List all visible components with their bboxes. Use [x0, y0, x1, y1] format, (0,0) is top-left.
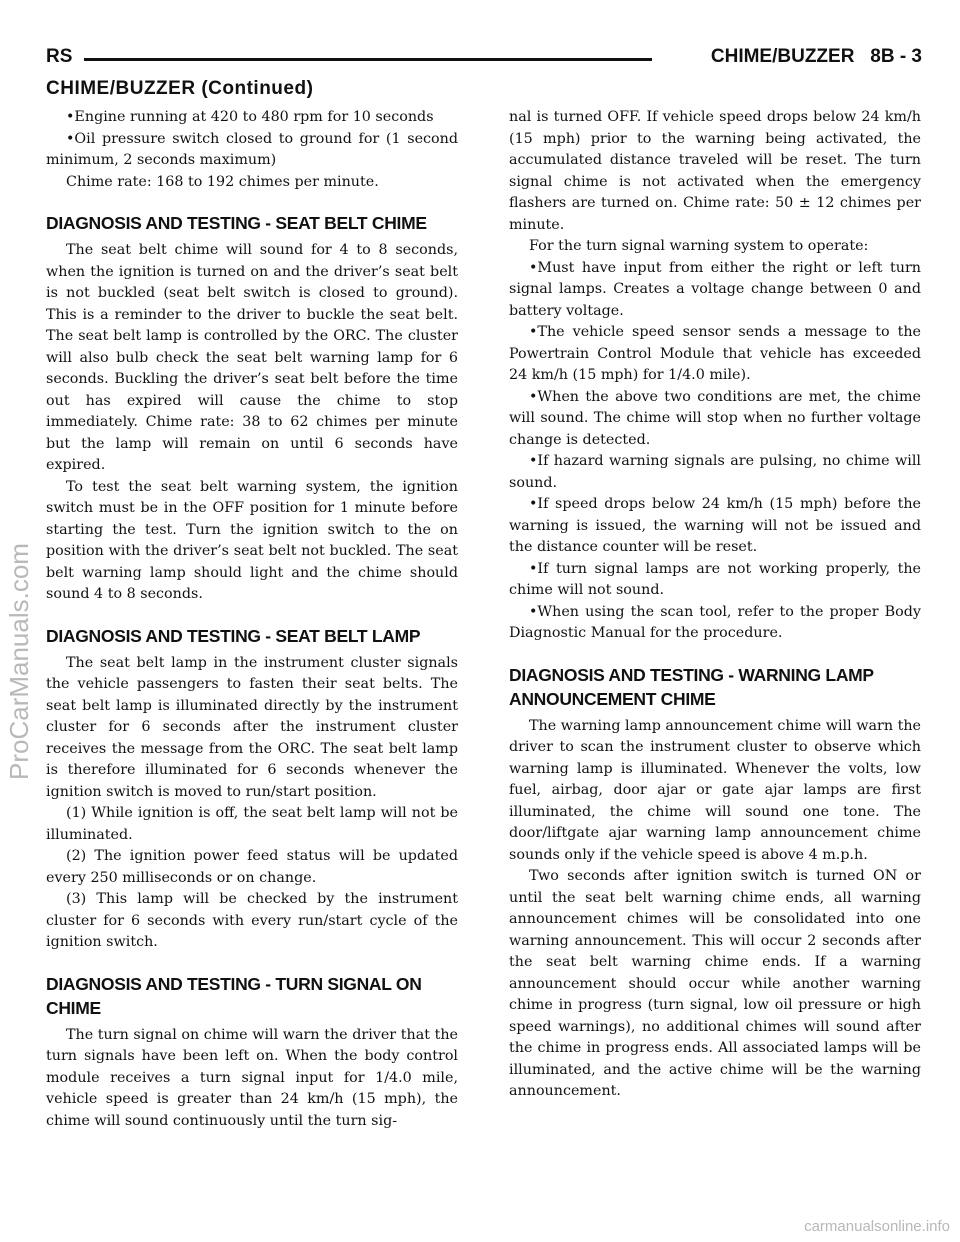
seat-belt-lamp-step-3: (3) This lamp will be checked by the instrument cluster for 6 seconds with every run/start cycle of the ignition switch.: [46, 891, 458, 950]
heading-seat-belt-lamp: DIAGNOSIS AND TESTING - SEAT BELT LAMP: [46, 625, 421, 646]
bullet-speed-drops: •If speed drops below 24 km/h (15 mph) before the warning is issued, the warning will not be issued and the distance counter will be reset.: [509, 496, 921, 555]
side-watermark: ProCarManuals.com: [4, 543, 34, 780]
seat-belt-lamp-paragraph: The seat belt lamp in the instrument cluster signals the vehicle passengers to fasten their seat belts. The seat belt lamp is illuminated directly by the instrument cluster for 6 seconds after the instrument cluster receives the message from the ORC. The seat belt lamp is therefore illuminated for 6 seconds whenever the ignition switch is moved to run/start position.: [46, 654, 458, 800]
seat-belt-lamp-step-1: (1) While ignition is off, the seat belt lamp will not be illuminated.: [46, 805, 458, 843]
bullet-engine-running: •Engine running at 420 to 480 rpm for 10 seconds: [66, 109, 434, 125]
bullet-vehicle-speed-sensor: •The vehicle speed sensor sends a message to the Powertrain Control Module that vehicle has exceeded 24 km/h (15 mph) for 1/4.0 mile).: [509, 324, 921, 383]
turn-signal-paragraph-continued: nal is turned OFF. If vehicle speed drops below 24 km/h (15 mph) prior to the warning being activated, the accumulated distance traveled will be reset. The turn signal chime is not activated when the emergency flashers are turned on. Chime rate: 50 ± 12 chimes per minute.: [509, 109, 921, 233]
left-column: [46, 107, 458, 1132]
page-header: [46, 44, 922, 72]
bullet-hazard-signals: •If hazard warning signals are pulsing, no chime will sound.: [509, 453, 921, 491]
header-page-ref: CHIME/BUZZER 8B - 3: [710, 46, 922, 67]
turn-signal-operate-intro: For the turn signal warning system to operate:: [529, 238, 869, 254]
warning-lamp-paragraph-2: Two seconds after ignition switch is turned ON or until the seat belt warning chime ends, all warning announcement chimes will be consolidated into one warning announcement. This will occur 2 seconds after the seat belt warning chime ends. If a warning announcement should occur while another warning chime in progress (turn signal, low oil pressure or high speed warnings), no additional chimes will sound after the chime in progress ends. All associated lamps will be illuminated, and the active chime will be the warning announcement.: [509, 868, 921, 1099]
turn-signal-paragraph: The turn signal on chime will warn the driver that the turn signals have been left on. When the body control module receives a turn signal input for 1/4.0 mile, vehicle speed is greater than 24 km/h (15 mph), the chime will sound continuously until the turn sig-: [46, 1026, 458, 1129]
bullet-scan-tool: •When using the scan tool, refer to the proper Body Diagnostic Manual for the procedure.: [509, 603, 921, 641]
footer-watermark: carmanualsonline.info: [804, 1218, 950, 1235]
seat-belt-chime-paragraph: The seat belt chime will sound for 4 to 8 seconds, when the ignition is turned on and the driver’s seat belt is not buckled (seat belt switch is closed to ground). This is a reminder to the driver to buckle the seat belt. The seat belt lamp is controlled by the ORC. The cluster will also bulb check the seat belt warning lamp for 6 seconds. Buckling the driver’s seat belt before the time out has expired will cause the chime to stop immediately. Chime rate: 38 to 62 chimes per minute but the lamp will remain on until 6 seconds have expired.: [46, 242, 458, 473]
warning-lamp-paragraph-1: The warning lamp announcement chime will warn the driver to scan the instrument cluster to observe which warning lamp is illuminated. Whenever the volts, low fuel, airbag, door ajar or gate ajar lamps are first illuminated, the chime will sound one tone. The door/liftgate ajar warning lamp announcement chime sounds only if the vehicle speed is above 4 m.p.h.: [509, 717, 921, 863]
header-rule: [84, 58, 652, 61]
seat-belt-lamp-step-2: (2) The ignition power feed status will be updated every 250 milliseconds or on change.: [46, 848, 458, 886]
heading-warning-lamp-chime: DIAGNOSIS AND TESTING - WARNING LAMP ANNOUNCEMENT CHIME: [509, 664, 874, 709]
bullet-conditions-met: •When the above two conditions are met, the chime will sound. The chime will stop when no further voltage change is detected.: [509, 388, 921, 448]
right-column: [509, 107, 921, 1103]
chime-rate-text: Chime rate: 168 to 192 chimes per minute.: [66, 173, 379, 190]
continued-title: CHIME/BUZZER (Continued): [46, 78, 314, 99]
seat-belt-chime-test-paragraph: To test the seat belt warning system, the ignition switch must be in the OFF position for 1 minute before starting the test. Turn the ignition switch to the on position with the driver’s seat belt not buckled. The seat belt warning lamp should light and the chime should sound 4 to 8 seconds.: [46, 478, 458, 602]
header-section-code: RS: [46, 46, 73, 67]
heading-seat-belt-chime: DIAGNOSIS AND TESTING - SEAT BELT CHIME: [46, 213, 427, 233]
bullet-oil-pressure: •Oil pressure switch closed to ground for (1 second minimum, 2 seconds maximum): [46, 130, 458, 168]
bullet-turn-signal-input: •Must have input from either the right or left turn signal lamps. Creates a voltage change between 0 and battery voltage.: [509, 259, 921, 319]
bullet-lamps-not-working: •If turn signal lamps are not working properly, the chime will not sound.: [509, 560, 921, 598]
heading-turn-signal-chime: DIAGNOSIS AND TESTING - TURN SIGNAL ON CHIME: [46, 973, 422, 1018]
